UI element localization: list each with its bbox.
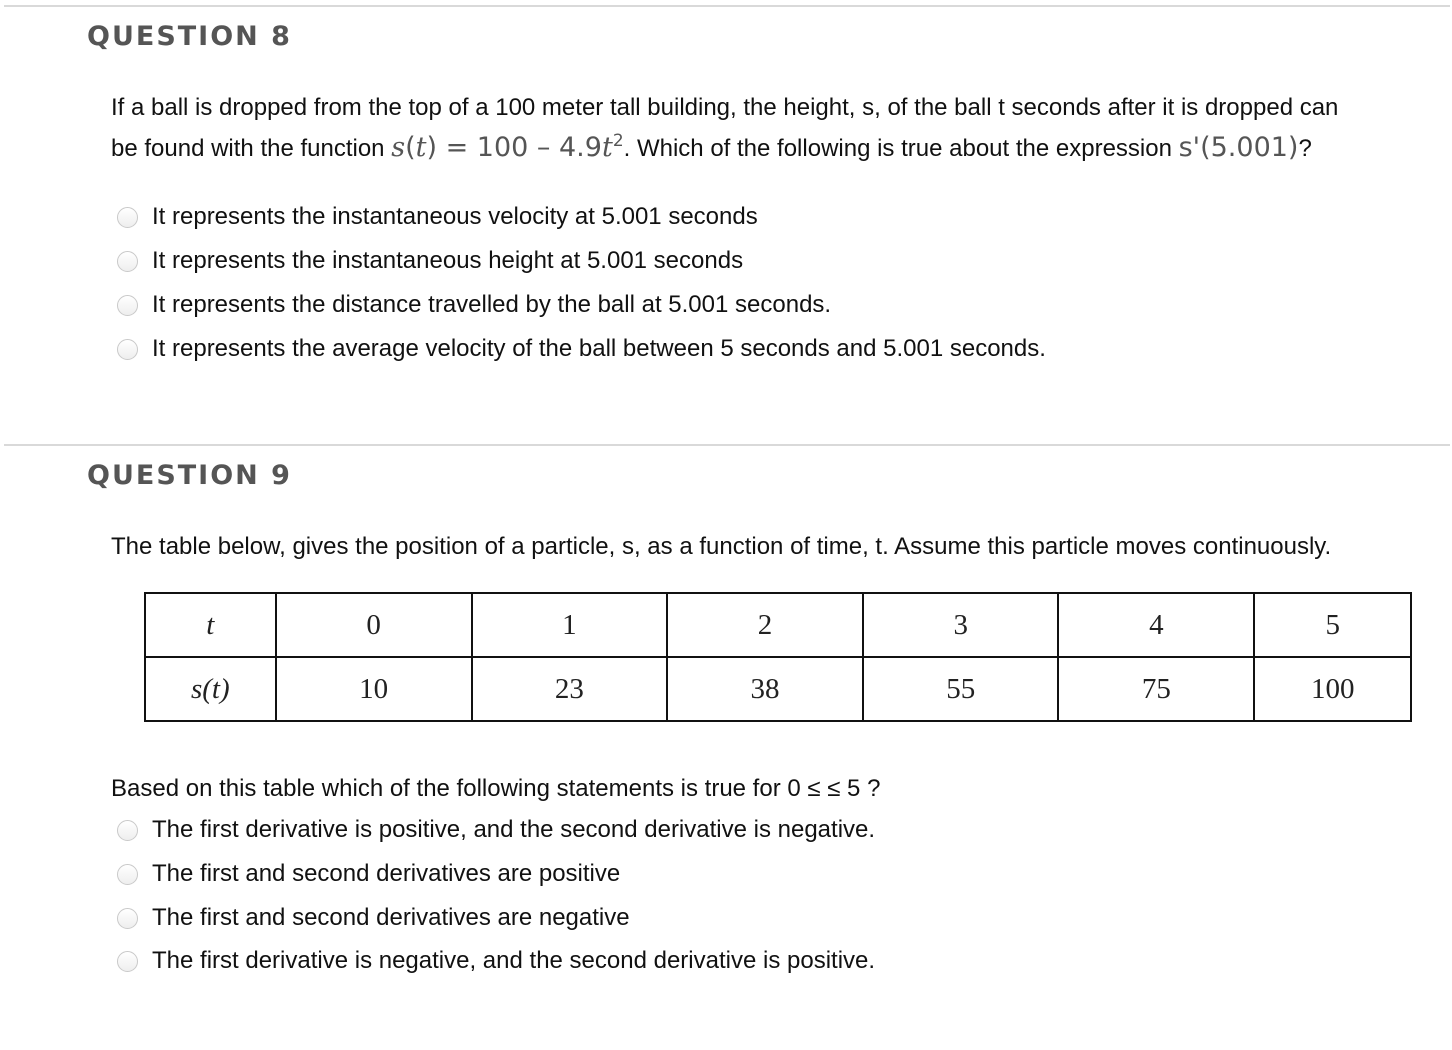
position-value: 38 [667,657,863,721]
option-label: It represents the instantaneous velocity at 5.001 seconds [152,203,758,230]
function-formula: $s(t) = 100 - 4.9t^2$ [391,131,624,163]
time-value: 4 [1058,593,1254,657]
q9-option-4[interactable] [117,944,875,978]
q8-option-1[interactable] [117,200,758,234]
q8-option-3[interactable] [117,288,831,322]
top-divider [4,5,1450,7]
position-value: 75 [1058,657,1254,721]
question-9-title: QUESTION 9 [87,460,292,491]
q8-option-2[interactable] [117,244,743,278]
prompt-text: . Which of the following is true about the expression [623,135,1179,162]
q9-option-1[interactable] [117,813,875,847]
time-header: t [145,593,276,657]
option-label: It represents the average velocity of the ball between 5 seconds and 5.001 seconds. [152,335,1046,362]
question-9-intro: The table below, gives the position of a particle, s, as a function of time, t. Assume this particle moves continuously. [111,533,1332,560]
position-row [145,657,1411,721]
time-value: 2 [667,593,863,657]
position-value: 10 [276,657,472,721]
time-value: 3 [863,593,1058,657]
option-label: The first and second derivatives are positive [152,860,621,887]
radio-button[interactable] [117,251,138,272]
radio-button[interactable] [117,820,138,841]
q8-option-4[interactable] [117,332,1046,366]
prompt-text: be found with the function [111,135,392,162]
question-8-prompt-line2 [111,128,1312,169]
option-label: It represents the distance travelled by the ball at 5.001 seconds. [152,291,832,318]
prompt-text: ? [1298,135,1312,162]
option-label: The first derivative is positive, and the second derivative is negative. [152,816,876,843]
radio-button[interactable] [117,207,138,228]
position-value: 23 [472,657,667,721]
time-row [145,593,1411,657]
question-8-prompt-line1: If a ball is dropped from the top of a 100 meter tall building, the height, s, of the ball t seconds after it is dropped can [111,94,1339,121]
question-8-title: QUESTION 8 [87,21,292,52]
radio-button[interactable] [117,908,138,929]
position-value: 55 [863,657,1058,721]
position-header: s(t) [145,657,276,721]
question-divider [4,444,1450,446]
option-label: The first and second derivatives are negative [152,904,630,931]
radio-button[interactable] [117,951,138,972]
time-value: 0 [276,593,472,657]
option-label: The first derivative is negative, and the second derivative is positive. [152,947,876,974]
radio-button[interactable] [117,339,138,360]
q9-option-2[interactable] [117,857,620,891]
position-value: 100 [1254,657,1411,721]
radio-button[interactable] [117,295,138,316]
option-label: It represents the instantaneous height at 5.001 seconds [152,247,744,274]
radio-button[interactable] [117,864,138,885]
time-value: 5 [1254,593,1411,657]
question-9-prompt: Based on this table which of the following statements is true for 0 ≤ ≤ 5 ? [111,775,881,802]
q9-option-3[interactable] [117,901,630,935]
derivative-expression: s'(5.001) [1178,132,1299,163]
position-table [144,592,1412,722]
time-value: 1 [472,593,667,657]
